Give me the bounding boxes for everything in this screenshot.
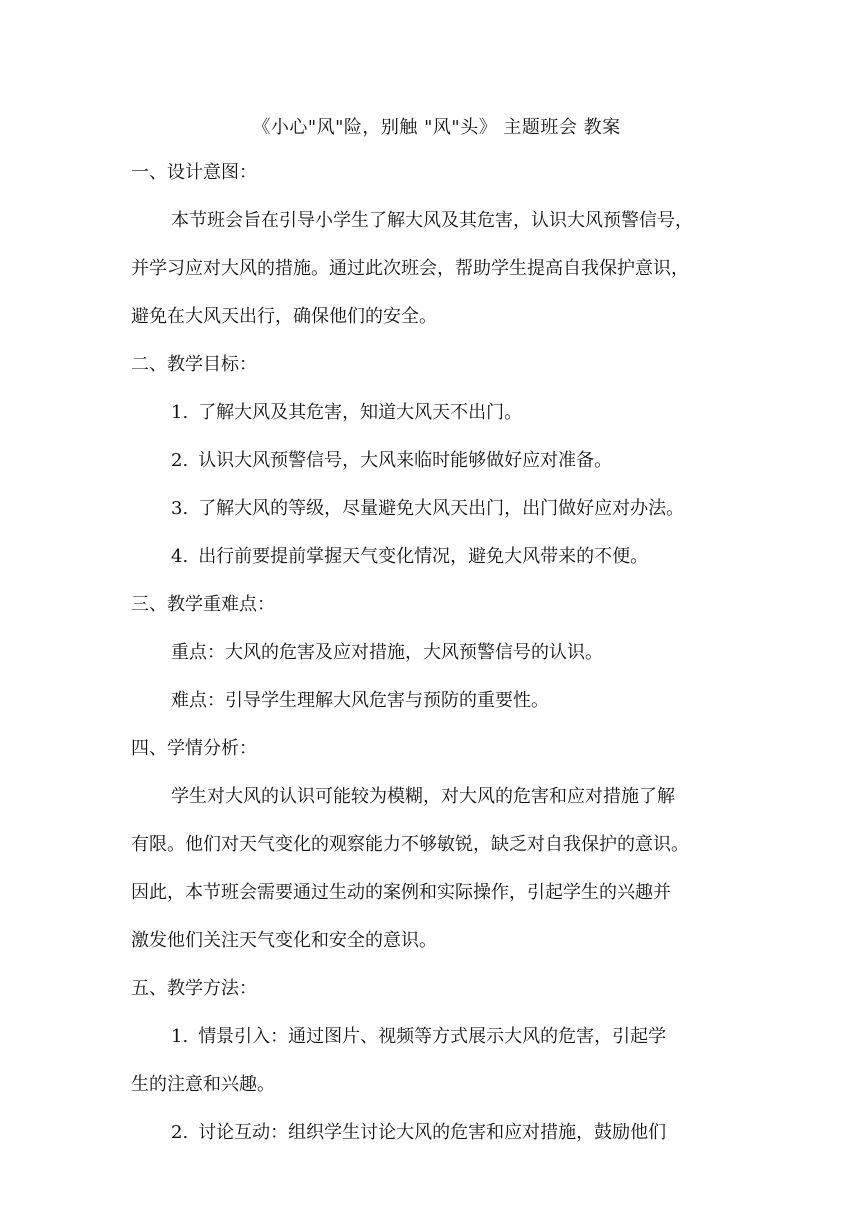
- difficult-point-line: 难点：引导学生理解大风危害与预防的重要性。: [171, 690, 549, 711]
- paragraph-line: 避免在大风天出行，确保他们的安全。: [131, 306, 437, 327]
- item-number: 2.: [171, 450, 189, 471]
- key-point-line: 重点：大风的危害及应对措施，大风预警信号的认识。: [171, 642, 603, 663]
- paragraph-line: 学生对大风的认识可能较为模糊，对大风的危害和应对措施了解: [171, 786, 675, 807]
- section-heading-design-intent: 一、设计意图：: [131, 162, 257, 183]
- item-text: 认识大风预警信号，大风来临时能够做好应对准备。: [198, 450, 613, 471]
- design-intent-paragraph: [131, 207, 742, 331]
- paragraph-line: 因此，本节班会需要通过生动的案例和实际操作，引起学生的兴趣并: [131, 882, 671, 903]
- item-number: 2.: [171, 1122, 189, 1143]
- section-heading-teaching-goals: 二、教学目标：: [131, 354, 257, 375]
- item-line: [131, 1023, 742, 1051]
- section-heading-key-points: 三、教学重难点：: [131, 594, 275, 615]
- item-line: [131, 1119, 742, 1147]
- section-heading-learner-analysis: 四、学情分析：: [131, 738, 257, 759]
- method-item: [131, 1023, 742, 1099]
- item-line: 生的注意和兴趣。: [131, 1074, 275, 1095]
- goal-item: [131, 399, 742, 427]
- item-text: 讨论互动：组织学生讨论大风的危害和应对措施，鼓励他们: [198, 1122, 667, 1143]
- goal-item: [131, 447, 742, 475]
- item-number: 1.: [171, 1026, 189, 1047]
- paragraph-line: 有限。他们对天气变化的观察能力不够敏锐，缺乏对自我保护的意识。: [131, 834, 689, 855]
- item-text: 情景引入：通过图片、视频等方式展示大风的危害，引起学: [198, 1026, 667, 1047]
- document-title: 《小心"风"险，别触 "风"头》 主题班会 教案: [252, 117, 621, 138]
- item-text: 了解大风及其危害，知道大风天不出门。: [198, 402, 523, 423]
- method-item: [131, 1119, 742, 1147]
- item-text: 出行前要提前掌握天气变化情况，避免大风带来的不便。: [198, 546, 649, 567]
- section-heading-teaching-methods: 五、教学方法：: [131, 978, 257, 999]
- paragraph-line: 激发他们关注天气变化和安全的意识。: [131, 930, 437, 951]
- item-number: 3.: [171, 498, 189, 519]
- goal-item: [131, 543, 742, 571]
- learner-analysis-paragraph: [131, 783, 742, 955]
- paragraph-line: 本节班会旨在引导小学生了解大风及其危害，认识大风预警信号，: [171, 210, 693, 231]
- paragraph-line: 并学习应对大风的措施。通过此次班会，帮助学生提高自我保护意识，: [131, 258, 689, 279]
- item-number: 1.: [171, 402, 189, 423]
- item-number: 4.: [171, 546, 189, 567]
- goal-item: [131, 495, 742, 523]
- item-text: 了解大风的等级，尽量避免大风天出门，出门做好应对办法。: [198, 498, 685, 519]
